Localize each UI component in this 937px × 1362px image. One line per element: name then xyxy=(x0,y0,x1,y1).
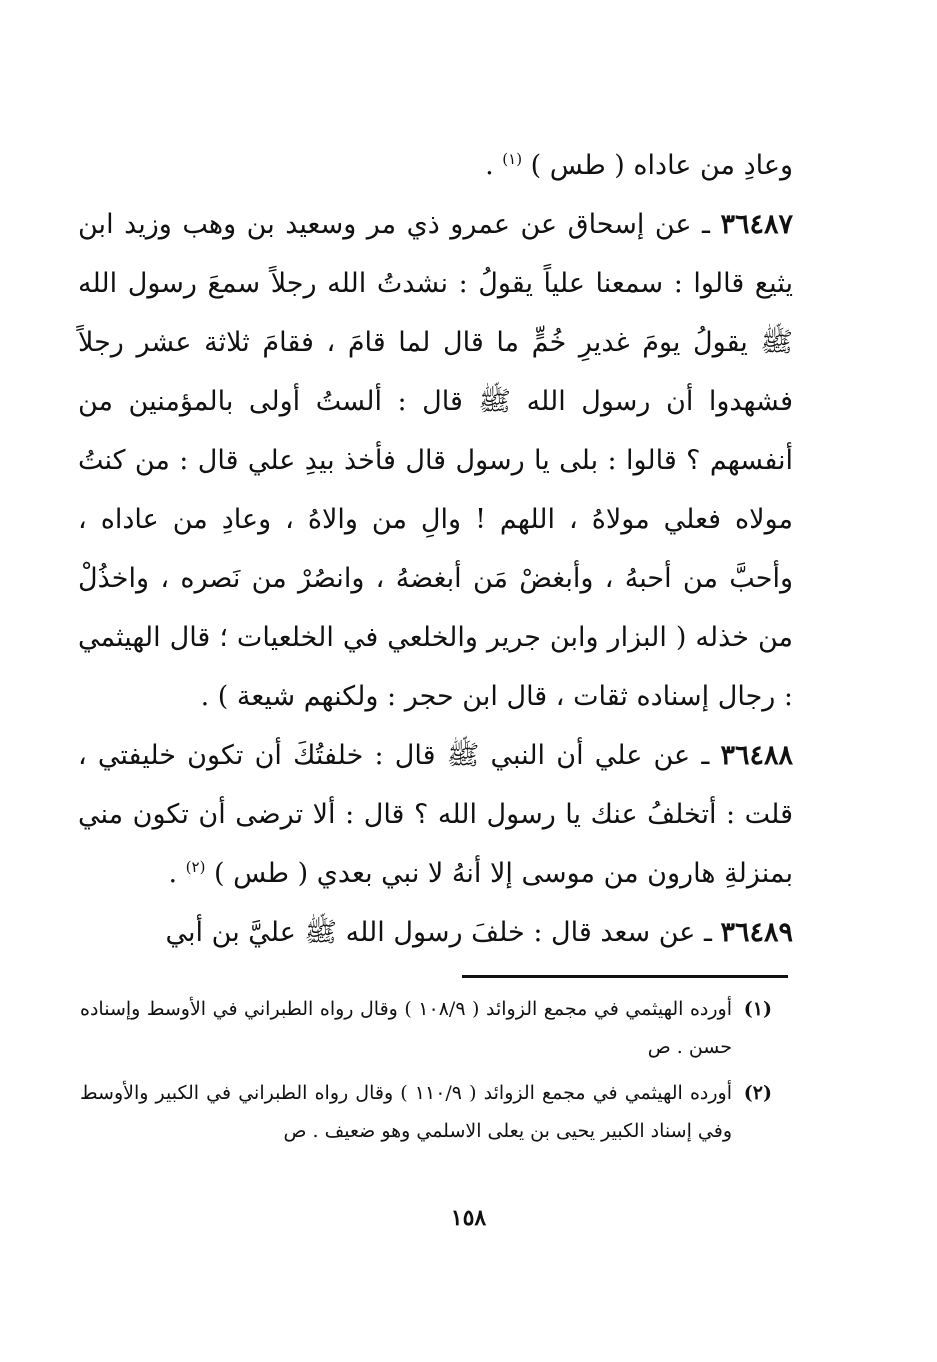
hadith-end: . xyxy=(168,858,178,889)
footnote-separator xyxy=(462,975,788,978)
page-number: ١٥٨ xyxy=(450,1205,487,1231)
paragraph-1 xyxy=(78,136,793,195)
footnote-2 xyxy=(80,1074,772,1150)
footnote-text: أورده الهيثمي في مجمع الزوائد ( ١٠٨/٩ ) وقال رواه الطبراني في الأوسط وإسناده حسن . ص xyxy=(80,998,732,1058)
hadith-number: ٣٦٤٨٧ xyxy=(720,209,793,240)
paragraph-1-text: وعادِ من عاداه ( طس ) xyxy=(530,150,793,181)
footnote-1 xyxy=(80,990,772,1066)
main-text xyxy=(78,136,793,962)
hadith-36488 xyxy=(78,726,793,903)
footnote-number: (٢) xyxy=(743,1082,772,1104)
hadith-36489 xyxy=(78,903,793,962)
hadith-number: ٣٦٤٨٩ xyxy=(720,917,793,948)
footnotes xyxy=(80,990,772,1158)
hadith-36487 xyxy=(78,195,793,726)
hadith-number: ٣٦٤٨٨ xyxy=(720,740,793,771)
footnote-ref-1: (١) xyxy=(502,150,523,168)
footnote-text: أورده الهيثمي في مجمع الزوائد ( ١١٠/٩ ) وقال رواه الطبراني في الكبير والأوسط وفي إسناد الكبير يحيى بن يعلى الاسلمي وهو ضعيف . ص xyxy=(80,1082,732,1142)
paragraph-1-end: . xyxy=(485,150,494,181)
footnote-number: (١) xyxy=(743,998,772,1020)
hadith-text: ـ عن علي أن النبي ﷺ قال : خلفتُكَ أن تكون خليفتي ، قلت : أتخلفُ عنك يا رسول الله ؟ قال : ألا ترضى أن تكون مني بمنزلةِ هارون من موسى إلا أنهُ لا نبي بعدي ( طس ) xyxy=(78,740,793,889)
hadith-text: ـ عن سعد قال : خلفَ رسول الله ﷺ عليَّ بن أبي xyxy=(165,917,712,948)
hadith-text: ـ عن إسحاق عن عمرو ذي مر وسعيد بن وهب وزيد ابن يثيع قالوا : سمعنا علياً يقولُ : نشدتُ الله رجلاً سمعَ رسول الله ﷺ يقولُ يومَ غديرِ خُمٍّ ما قال لما قامَ ، فقامَ ثلاثة عشر رجلاً فشهدوا أن رسول الله ﷺ قال : ألستُ أولى بالمؤمنين من أنفسهم ؟ قالوا : بلى يا رسول قال فأخذ بيدِ علي قال : من كنتُ مولاه فعلي مولاهُ ، اللهم ! والِ من والاهُ ، وعادِ من عاداه ، وأحبَّ من أحبهُ ، وأبغضْ مَن أبغضهُ ، وانصُرْ من نَصره ، واخذُلْ من خذله ( البزار وابن جرير والخلعي في الخلعيات ؛ قال الهيثمي : رجال إسناده ثقات ، قال ابن حجر : ولكنهم شيعة ) . xyxy=(78,209,793,712)
footnote-ref-2: (٢) xyxy=(185,858,206,876)
